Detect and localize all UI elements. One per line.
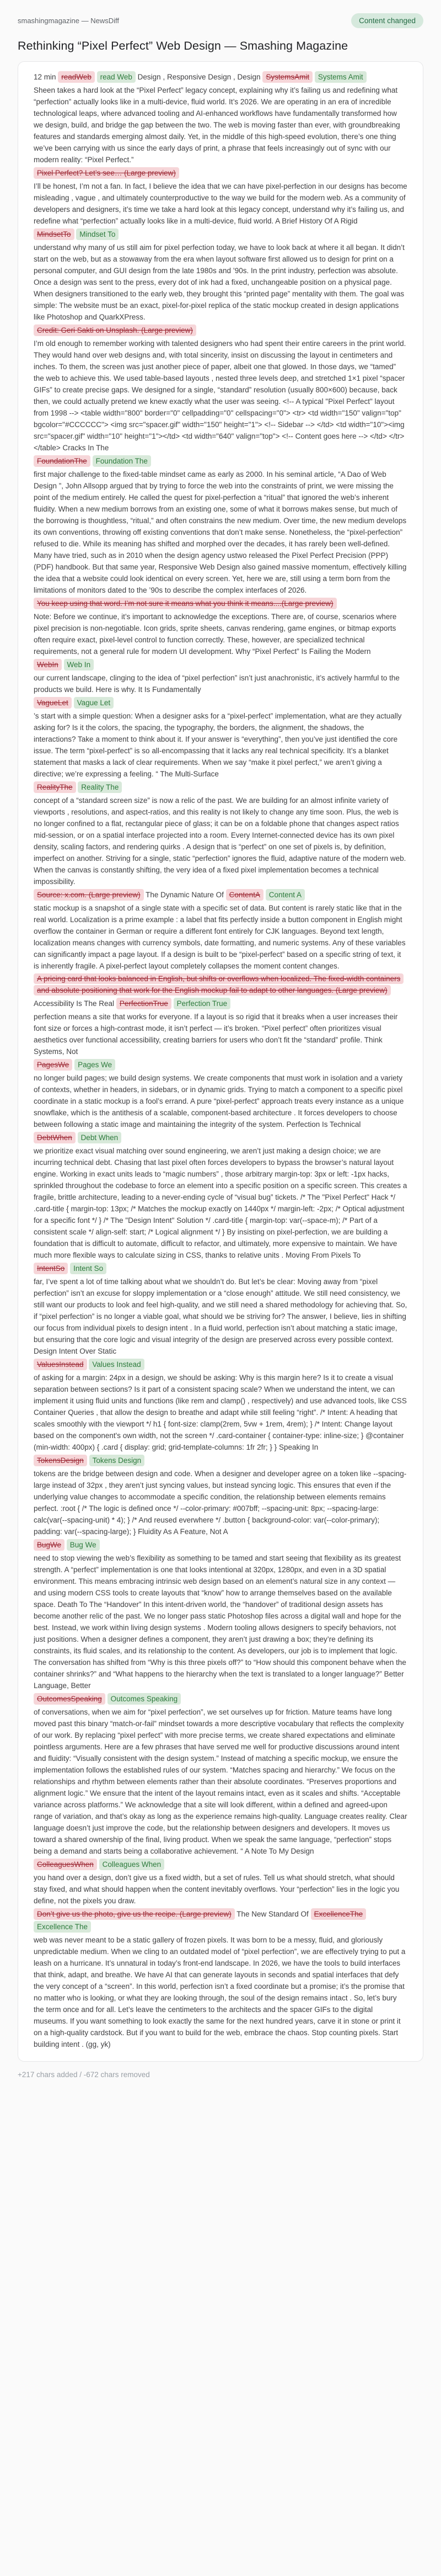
- diff-paragraph: [34, 1072, 407, 1130]
- diff-insertion: read Web: [97, 71, 136, 83]
- diff-paragraph: [34, 710, 407, 780]
- diff-paragraph: [34, 1908, 407, 1933]
- diff-text: Accessibility Is The Real: [34, 999, 115, 1008]
- diff-deletion: RealityThe: [34, 781, 76, 793]
- diff-text: I’ll be honest, I’m not a fan. In fact, I believe the idea that we can have pixel-perfection in our designs has become misleading , vague , and ultimately counterproductive to the way we build for the modern web. As a community of developers and designers, it’s time we take a hard look at this legacy concept, understand why it’s failing us, and redefine what “perfection” actually looks like in a multi-device, fluid world. A Brief History Of A Rigid: [34, 182, 407, 225]
- diff-deletion: MindsetTo: [34, 228, 74, 240]
- diff-text: of conversations, when we aim for “pixel perfection”, we set ourselves up for friction. Mature teams have long moved past this binary “match-or-fail” mindset towards a more descriptive vocabulary that reflects the complexity of our work. By replacing “pixel perfect” with more precise terms, we create shared expectations and eliminate pointless arguments. Here are a few phrases that have served me well for productive discussions around intent and fluidity: “Visually consistent with the design system.” Instead of matching a specific mockup, we ensure the implementation follows the established rules of our system. “Matches spacing and hierarchy.” We focus on the relationships and rhythm between elements rather than their absolute coordinates. “Preserves proportions and alignment logic.” We ensure that the intent of the layout remains intact, even as it scales and shifts. “Acceptable variance across platforms.” We acknowledge that a site will look different, within a defined and agreed-upon range of variation, and that’s okay as long as the experience remains high-quality. Language creates reality. Clear language doesn’t just improve the code, but the relationship between designers and developers. It moves us toward a shared ownership of the final, living product. When we speak the same language, “perfection” stops being a demand and starts being a collaborative achievement. “ A Note To My Design: [34, 1708, 407, 1855]
- diff-insertion: Perfection True: [174, 998, 231, 1009]
- diff-paragraph: [34, 672, 407, 695]
- diff-paragraph: [34, 611, 407, 657]
- diff-insertion: Intent So: [70, 1263, 106, 1274]
- diff-paragraph: [34, 1693, 407, 1705]
- diff-text: web was never meant to be a static gallery of frozen pixels. It was born to be a messy, fluid, and gloriously unpredictable medium. When we cling to an outdated model of “pixel perfection”, we are effectively trying to put a leash on a hurricane. It’s unnatural in today’s front-end landscape. In 2026, we have the tools to build interfaces that think, adapt, and breathe. We have AI that can generate layouts in seconds and spatial interfaces that defy the very concept of a “screen”. In this world, perfection isn’t a fixed coordinate but a promise; it’s the promise that no matter who is looking, or what they are looking through, the soul of the design remains intact . So, let’s bury the term once and for all. Let’s leave the centimeters to the architects and the spacer GIFs to the digital museums. If you want something to look exactly the same for the next hundred years, carve it in stone or print it on a high-quality cardstock. But if you want to build for the web, embrace the chaos. Stop counting pixels. Start building intent . (gg, yk): [34, 1936, 406, 2048]
- diff-paragraph: [34, 658, 407, 671]
- diff-text: 12 min: [34, 73, 56, 81]
- diff-text: I’m old enough to remember working with talented designers who had spent their entire careers in the print world. They would hand over web designs and, with total sincerity, insist on discussing the layout in centimeters and inches. To them, the screen was just another piece of paper, albeit one that glowed. In those days, we “tamed” the web to achieve this. We used table-based layouts , nested three levels deep, and stretched 1×1 pixel “spacer GIFs” to create precise gaps. We designed for a single, “standard” resolution (usually 800×600) because, back then, we could actually pretend we knew exactly what the user was seeing. <!-- A typical "Pixel Perfect" layout from 1998 --> <table width="800" border="0" cellpadding="0" cellspacing="0"> <tr> <td width="150" valign="top" bgcolor="#CCCCCC"> <img src="spacer.gif" width="150" height="1"> <!-- Sidebar --> </td> <td width="10"><img src="spacer.gif" width="10" height="1"></td> <td width="640" valign="top"> <!-- Content goes here --> </td> </tr> </table> Cracks In The: [34, 339, 406, 452]
- diff-deletion: A pricing card that looks balanced in English, but shifts or overflows when localized. The fixed-width containers and absolute positioning that work for the English mockup fail to adapt to other languages. (Large preview): [34, 973, 404, 996]
- diff-paragraph: [34, 781, 407, 794]
- diff-text: far, I’ve spent a lot of time talking about what we shouldn’t do. But let’s be clear: Moving away from “pixel perfection” isn’t an excuse for sloppy implementation or a “close enough” attitude. We still need consistency, we still want our products to look and feel high-quality, and we still need a shared methodology for achieving that. So, if “pixel perfection” is no longer a viable goal, what should we be striving for? The answer, I believe, lies in shifting our focus from individual pixels to design intent . In a fluid world, perfection isn’t about matching a static image, but ensuring that the core logic and visual integrity of the design are preserved across every possible context. Design Intent Over Static: [34, 1278, 407, 1355]
- diff-paragraph: [34, 902, 407, 972]
- header-bar: [18, 13, 423, 28]
- diff-deletion: PerfectionTrue: [116, 998, 171, 1009]
- diff-paragraph: [34, 1454, 407, 1467]
- diff-paragraph: [34, 228, 407, 241]
- diff-insertion: Systems Amit: [315, 71, 367, 83]
- diff-deletion: PagesWe: [34, 1059, 72, 1071]
- diff-text: tokens are the bridge between design and code. When a designer and developer agree on a token like --spacing-large instead of 32px , they aren’t just syncing values, but instead syncing logic. This ensures that even if the underlying value changes to accommodate a specific condition, the relationship between elements remains perfect. :root { /* The logic is defined once */ --color-primary: #007bff; --spacing-unit: 8px; --spacing-large: calc(var(--spacing-unit) * 4); } /* And reused everwhere */ .button { background-color: var(--color-primary); padding: var(--spacing-large); } Fluidity As A Feature, Not A: [34, 1470, 407, 1536]
- diff-deletion: Credit: Geri Sakti on Unsplash. (Large preview): [34, 324, 196, 336]
- diff-insertion: Foundation The: [93, 455, 151, 467]
- diff-paragraph: [34, 1058, 407, 1071]
- diff-paragraph: [34, 1468, 407, 1537]
- diff-insertion: Values Instead: [89, 1359, 144, 1370]
- change-summary: +217 chars added / -672 chars removed: [18, 2071, 150, 2079]
- diff-insertion: Reality The: [78, 781, 122, 793]
- diff-deletion: SystemsAmit: [262, 71, 313, 83]
- diff-deletion: IntentSo: [34, 1263, 68, 1274]
- diff-paragraph: [34, 1145, 407, 1261]
- diff-insertion: Pages We: [74, 1059, 115, 1071]
- diff-deletion: VagueLet: [34, 697, 72, 709]
- diff-insertion: Vague Let: [74, 697, 114, 709]
- diff-paragraph: [34, 242, 407, 323]
- diff-insertion: Colleagues When: [99, 1859, 165, 1870]
- diff-paragraph: [34, 1858, 407, 1871]
- diff-text: understand why many of us still aim for pixel perfection today, we have to look back at where it all began. It didn’t start on the web, but as a stowaway from the era when layout software first allowed us to design for print on a personal computer, and GUI design from the late 1980s and ’90s. In the print industry, perfection was absolute. Once a design was sent to the press, every dot of ink had a fixed, unchangeable position on a physical page. When designers transitioned to the early web, they brought this “printed page” mentality with them. The goal was simple: The website must be an exact, pixel-for-pixel replica of the static mockup created in design applications like Photoshop and QuarkXPress.: [34, 243, 405, 321]
- page-title: Rethinking “Pixel Perfect” Web Design — Smashing Magazine: [18, 39, 348, 52]
- diff-paragraph: [34, 1372, 407, 1453]
- diff-paragraph: [34, 1276, 407, 1357]
- diff-paragraph: [34, 84, 407, 166]
- diff-paragraph: [34, 1539, 407, 1551]
- diff-paragraph: [34, 997, 407, 1010]
- diff-deletion: TokensDesign: [34, 1455, 87, 1466]
- diff-paragraph: [34, 1262, 407, 1275]
- diff-paragraph: [34, 1358, 407, 1371]
- diff-text: perfection means a site that works for everyone. If a layout is so rigid that it breaks when a user increases their font size or forces a high-contrast mode, it isn’t perfect — it’s broken. “Pixel perfect” often prioritizes visual aesthetics over functional accessibility, creating barriers for users who don’t fit the “standard” profile. Think Systems, Not: [34, 1013, 398, 1056]
- diff-paragraph: [34, 973, 407, 996]
- diff-paragraph: [34, 1552, 407, 1691]
- diff-text: no longer build pages; we build design systems. We create components that must work in isolation and a variety of contexts, whether in headers, in sidebars, or in dynamic grids. Trying to match a component to a specific pixel coordinate in a static mockup is a fool’s errand. A pure “pixel-perfect” approach treats every instance as a unique snowflake, which is the antithesis of a scalable, component-based architecture . It forces developers to choose between following a static image and maintaining the integrity of the system. Perfection Is Technical: [34, 1074, 404, 1129]
- diff-text: The New Standard Of: [236, 1910, 309, 1918]
- diff-paragraph: [34, 597, 407, 610]
- diff-paragraph: [34, 167, 407, 179]
- diff-insertion: Debt When: [78, 1132, 122, 1143]
- diff-paragraph: [34, 455, 407, 467]
- diff-text: static mockup is a snapshot of a single state with a specific set of data. But content is rarely static like that in the real world. Localization is a prime example : a label that fits perfectly inside a button component in English might overflow the container in German or require a different font entirely for CJK languages. Beyond text length, localization means changes with currency symbols, date formatting, and numeric systems. Any of these variables can significantly impact a page layout. If a design is built to be “pixel-perfect” based on a specific string of text, it is inherently fragile. A pixel-perfect layout completely collapses the moment content changes.: [34, 904, 406, 970]
- diff-text: you hand over a design, don’t give us a fixed width, but a set of rules. Tell us what should stretch, what should stay fixed, and what should happen when the content inevitably overflows. Your “perfection” lies in the logic you define, not the pixels you draw.: [34, 1874, 400, 1905]
- diff-deletion: ColleaguesWhen: [34, 1859, 97, 1870]
- diff-insertion: Content A: [266, 889, 305, 901]
- diff-insertion: Web In: [64, 659, 94, 670]
- diff-deletion: ContentA: [226, 889, 263, 901]
- diff-deletion: readWeb: [58, 71, 95, 83]
- diff-paragraph: [34, 1706, 407, 1857]
- diff-paragraph: [34, 696, 407, 709]
- diff-insertion: Outcomes Speaking: [107, 1693, 181, 1705]
- diff-text: we prioritize exact visual matching over sound engineering, we aren’t just making a design choice; we are incurring technical debt. Chasing that last pixel often forces developers to bypass the browser’s natural layout engine. Working in exact units leads to “magic numbers” , those arbitrary margin-top: 3px or left: -1px hacks, sprinkled throughout the codebase to force an element into a specific position on a specific screen. This creates a fragile, brittle architecture, leading to a never-ending cycle of “visual bug” tickets. /* The "Pixel Perfect" Hack */ .card-title { margin-top: 13px; /* Matches the mockup exactly on 1440px */ margin-left: -2px; /* Optical adjustment for a specific font */ } /* The "Design Intent" Solution */ .card-title { margin-top: var(--space-m); /* Part of a consistent scale */ align-self: start; /* Logical alignment */ } By insisting on pixel-perfection, we are building a foundation that is difficult to automate, difficult to refactor, and ultimately, more expensive to maintain. We have much more flexible ways to calculate sizing in CSS, thanks to relative units . Moving From Pixels To: [34, 1147, 407, 1259]
- diff-text: concept of a “standard screen size” is now a relic of the past. We are building for an almost infinite variety of viewports , resolutions, and aspect-ratios, and this reality is not likely to change any time soon. Plus, the web is no longer confined to a flat, rectangular piece of glass; it can be on a foldable phone that changes aspect ratios mid-session, or on a spatial interface projected into a room. Every Internet-connected device has its own pixel density, scaling factors, and rendering quirks . A design that is “perfect” on one set of pixels is, by definition, imperfect on another. Striving for a single, static “perfection” ignores the fluid, adaptive nature of the modern web. When the canvas is constantly shifting, the very idea of a fixed pixel implementation becomes a technical impossibility.: [34, 796, 406, 886]
- diff-paragraph: [34, 180, 407, 227]
- diff-text: Design , Responsive Design , Design: [137, 73, 261, 81]
- diff-text: ’s start with a simple question: When a designer asks for a “pixel-perfect” implementation, what are they actually asking for? Is it the colors, the spacing, the typography, the borders, the alignment, the shadows, the interactions? Take a moment to think about it. If your answer is “everything”, then you’ve just identified the core issue. The term “pixel-perfect” is so all-encompassing that it lacks any real technical specificity. It’s a blanket statement that masks a lack of clear requirements. When we say “make it pixel perfect,” we aren’t giving a directive; we’re expressing a feeling. “ The Multi-Surface: [34, 712, 402, 778]
- diff-deletion: Pixel Perfect? Let’s see… (Large preview): [34, 167, 179, 179]
- diff-paragraph: [34, 324, 407, 337]
- diff-deletion: DebtWhen: [34, 1132, 76, 1143]
- diff-deletion: You keep using that word. I’m not sure it means what you think it means....(Large preview): [34, 598, 337, 609]
- diff-paragraph: [34, 1872, 407, 1907]
- diff-deletion: OutcomesSpeaking: [34, 1693, 105, 1705]
- diff-deletion: FoundationThe: [34, 455, 90, 467]
- diff-paragraph: [34, 888, 407, 901]
- diff-text: first major challenge to the fixed-table mindset came as early as 2000. In his seminal article, “A Dao of Web Design ”, John Allsopp argued that by trying to force the web into the constraints of print, we were missing the point of the medium entirely. He called the quest for pixel-perfection a “ritual” that ignored the web’s inherent fluidity. When a new medium borrows from an existing one, some of what it borrows makes sense, but much of the borrowing is thoughtless, “ritual,” and often constrains the new medium. Over time, the new medium develops its own conventions, throwing off existing conventions that don’t make sense. Nonetheless, the “pixel-perfection” refused to die. While its meaning has shifted and morphed over the decades, it has rarely been well-defined. Many have tried, such as in 2010 when the design agency ustwo released the Pixel Perfect Precision (PPP) (PDF) handbook. But that same year, Responsive Web Design also gained massive momentum, effectively killing the idea that a website could look identical on every screen. Yet, here we are, still using a term born from the limitations of monitors dated to the ’90s to describe the complex interfaces of 2026.: [34, 470, 407, 594]
- diff-paragraph: [34, 1934, 407, 2050]
- diff-paragraph: [34, 1011, 407, 1057]
- diff-deletion: ValuesInstead: [34, 1359, 87, 1370]
- diff-text: of asking for a margin: 24px in a design, we should be asking: Why is this margin here? Is it to create a visual separation between sections? Is it part of a consistent spacing scale? When we understand the intent, we can implement it using fluid units and functions (like rem and clamp() , respectively) and use advanced tools, like CSS Container Queries , that allow the design to breathe and adapt while still feeling “right”. /* Intent: A heading that scales smoothly with the viewport */ h1 { font-size: clamp(2rem, 5vw + 1rem, 4rem); } /* Intent: Change layout based on the component's own width, not the screen */ .card-container { container-type: inline-size; } @container (min-width: 400px) { .card { display: grid; grid-template-columns: 1fr 2fr; } } Speaking In: [34, 1374, 407, 1451]
- diff-text: Sheen takes a hard look at the “Pixel Perfect” legacy concept, explaining why it’s failing us and redefining what “perfection” actually looks like in a multi-device, fluid world. It’s 2026. We are operating in an era of incredible technological leaps, where advanced tooling and AI-enhanced workflows have fundamentally transformed how we design, build, and bridge the gap between the two. The web is moving faster than ever, with groundbreaking features and standards emerging almost daily. Yet, in the middle of this high-speed evolution, there’s one thing we’ve been carrying with us since the early days of print, a phrase that feels increasingly out of sync with our modern reality: “Pixel Perfect.”: [34, 86, 400, 164]
- site-label: smashingmagazine — NewsDiff: [18, 17, 119, 25]
- diff-text: The Dynamic Nature Of: [146, 891, 224, 899]
- diff-paragraph: [34, 71, 407, 83]
- diff-deletion: Don’t give us the photo, give us the recipe. (Large preview): [34, 1908, 235, 1920]
- diff-deletion: Source: x.com. (Large preview): [34, 889, 144, 901]
- diff-text: need to stop viewing the web’s flexibility as something to be tamed and start seeing that flexibility as its greatest strength. A “perfect” implementation is one that looks intentional at 320px, 1280px, and even in a 3D spatial environment. This means embracing intrinsic web design based on an element’s natural size in any context — and using modern CSS tools to create layouts that “know” how to arrange themselves based on the available space. Death To The “Handover” In this intent-driven world, the “handover” of traditional design assets has become another relic of the past. We no longer pass static Photoshop files across a digital wall and hope for the best. Instead, we work within living design systems . Modern tooling allows designers to specify behaviors, not just positions. When a designer defines a component, they aren’t just drawing a box; they’re defining its constraints, its fluid scales, and its relationship to the content. As developers, our job is to implement that logic. The conversation has shifted from “Why is this three pixels off?” to “How should this component behave when the container shrinks?” and “What happens to the hierarchy when the text is translated to a longer language?” Better Language, Better: [34, 1554, 406, 1690]
- content-changed-badge: Content changed: [351, 13, 423, 28]
- diff-deletion: BugWe: [34, 1539, 64, 1551]
- diff-card: [18, 61, 423, 2062]
- diff-text: our current landscape, clinging to the idea of “pixel perfection” isn’t just anachronistic, it’s actively harmful to the products we build. Here is why. It Is Fundamentally: [34, 674, 400, 694]
- diff-insertion: Tokens Design: [89, 1455, 145, 1466]
- diff-paragraph: [34, 1131, 407, 1144]
- diff-text: Note: Before we continue, it’s important to acknowledge the exceptions. There are, of course, scenarios where pixel precision is non-negotiable. Icon grids, sprite sheets, canvas rendering, game engines, or bitmap exports often require exact, pixel-level control to function correctly. These, however, are specialized technical requirements, not a general rule for modern UI development. Why “Pixel Perfect” Is Failing the Modern: [34, 613, 397, 656]
- diff-deletion: WebIn: [34, 659, 62, 670]
- diff-paragraph: [34, 795, 407, 887]
- diff-paragraph: [34, 469, 407, 596]
- diff-insertion: Bug We: [67, 1539, 100, 1551]
- diff-insertion: Mindset To: [76, 228, 119, 240]
- diff-deletion: ExcellenceThe: [311, 1908, 367, 1920]
- diff-paragraph: [34, 338, 407, 454]
- diff-insertion: Excellence The: [34, 1921, 91, 1933]
